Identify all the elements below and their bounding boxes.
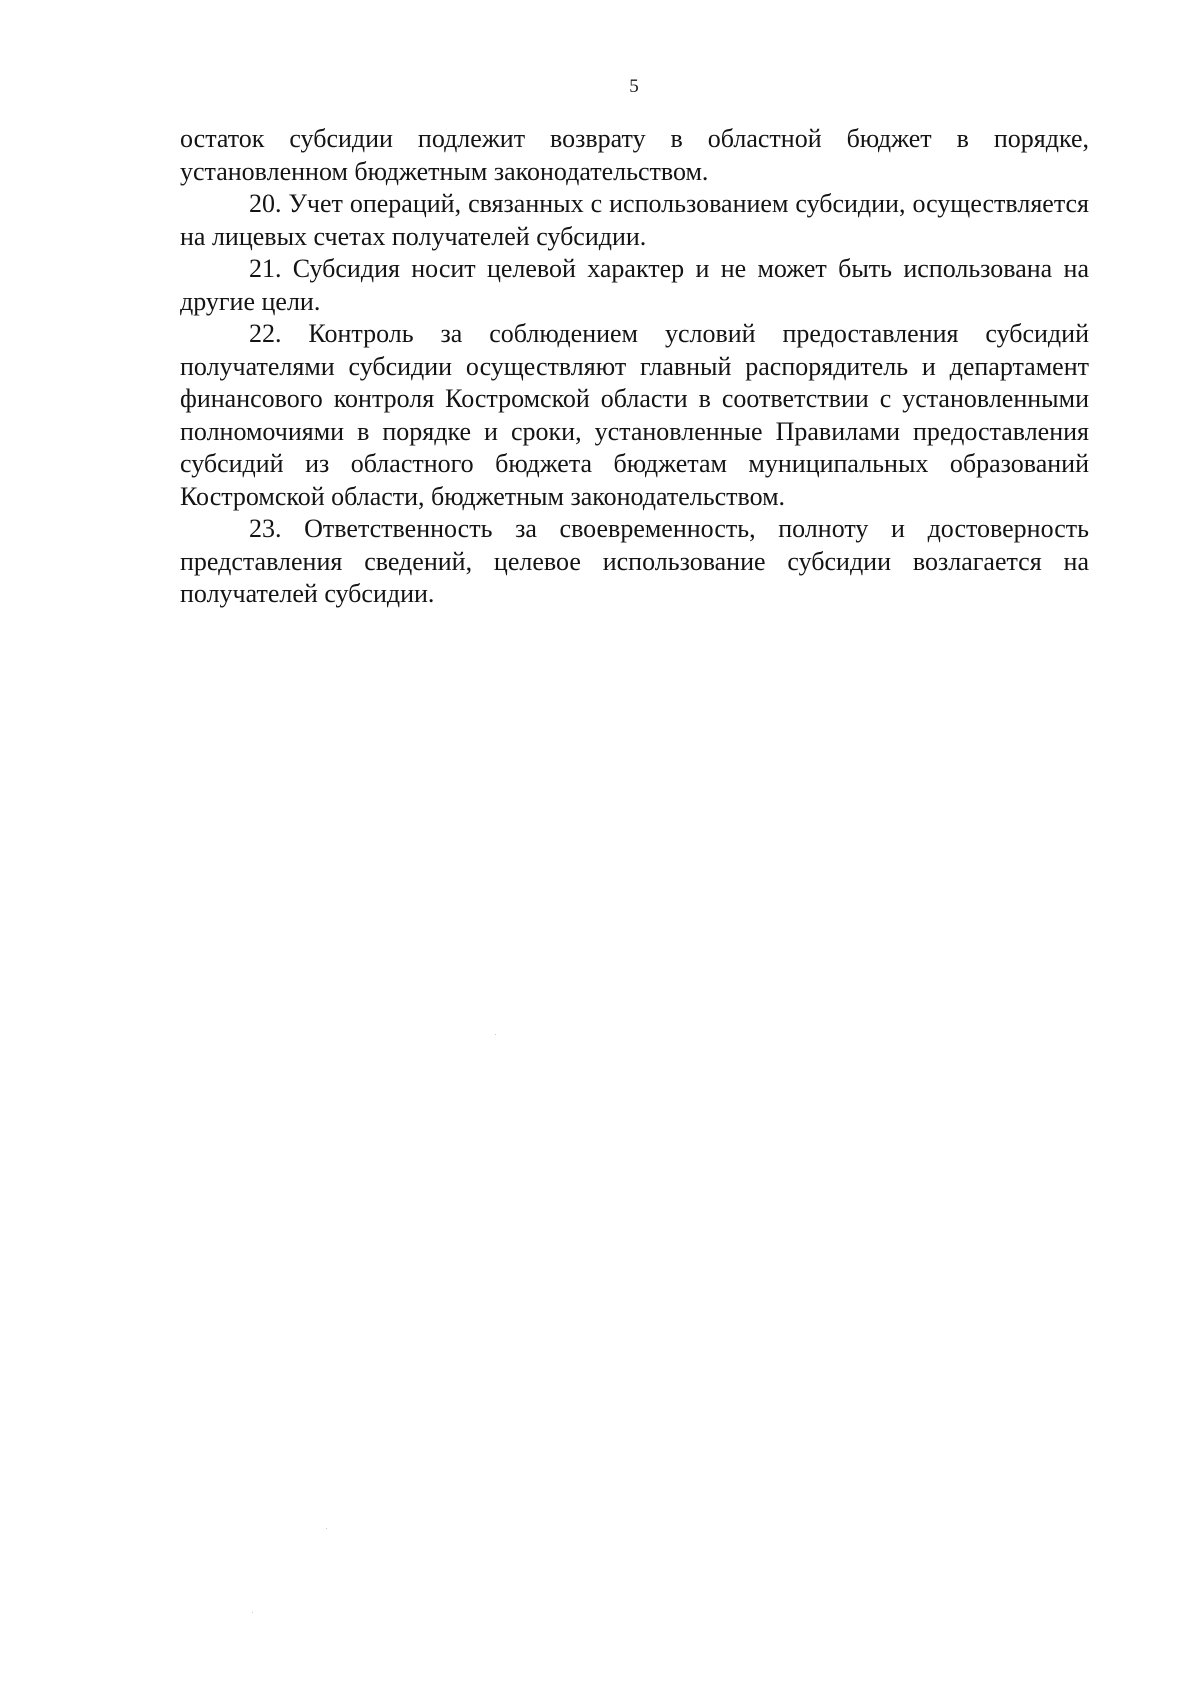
- scan-artifact: [252, 1612, 253, 1613]
- document-body: [180, 123, 1089, 611]
- paragraph-23: 23. Ответственность за своевременность, полноту и достоверность представления сведений, целевое использование субсидии возлагается на получателей субсидии.: [180, 514, 1089, 608]
- paragraph-continuation: остаток субсидии подлежит возврату в областной бюджет в порядке, установленном бюджетным законодательством.: [180, 124, 1089, 186]
- paragraph-20: 20. Учет операций, связанных с использованием субсидии, осуществляется на лицевых счетах получателей субсидии.: [180, 189, 1089, 251]
- paragraph-22: 22. Контроль за соблюдением условий предоставления субсидий получателями субсидии осуществляют главный распорядитель и департамент финансового контроля Костромской области в соответствии с установленными полномочиями в порядке и сроки, установленные Правилами предоставления субсидий из областного бюджета бюджетам муниципальных образований Костромской области, бюджетным законодательством.: [180, 319, 1089, 511]
- scan-artifact: [326, 1528, 327, 1529]
- page-number: 5: [629, 76, 639, 97]
- paragraph-21: 21. Субсидия носит целевой характер и не может быть использована на другие цели.: [180, 254, 1089, 316]
- scan-artifact: [495, 1034, 496, 1035]
